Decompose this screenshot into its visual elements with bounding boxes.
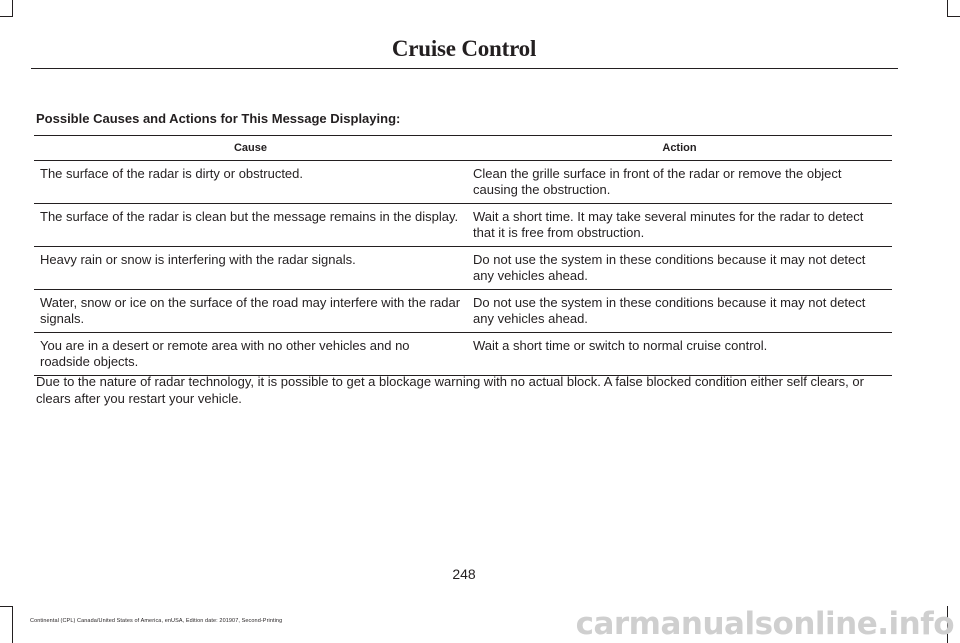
cause-cell: Water, snow or ice on the surface of the road may interfere with the radar signals. <box>34 290 467 333</box>
crop-mark-top-left-horizontal <box>0 16 13 17</box>
crop-mark-top-right-horizontal <box>947 16 960 17</box>
column-header-action: Action <box>467 136 892 161</box>
body-paragraph: Due to the nature of radar technology, it is possible to get a blockage warning with no actual block. A false blocked condition either self clears, or clears after you restart your vehicle. <box>36 374 864 406</box>
page-title: Cruise Control <box>391 36 537 61</box>
crop-mark-bottom-left-vertical <box>12 606 13 643</box>
section-heading: Possible Causes and Actions for This Message Displaying: <box>36 111 401 126</box>
cause-cell: Heavy rain or snow is interfering with the radar signals. <box>34 247 467 290</box>
cause-cell: The surface of the radar is dirty or obstructed. <box>34 161 467 204</box>
crop-mark-top-left-vertical <box>12 0 13 16</box>
causes-actions-table <box>34 135 892 376</box>
watermark-text: carmanualsonline.info <box>575 606 954 642</box>
action-cell: Clean the grille surface in front of the radar or remove the object causing the obstruction. <box>467 161 892 204</box>
action-cell: Wait a short time or switch to normal cruise control. <box>467 333 892 376</box>
action-cell: Do not use the system in these conditions because it may not detect any vehicles ahead. <box>467 247 892 290</box>
action-cell: Do not use the system in these conditions because it may not detect any vehicles ahead. <box>467 290 892 333</box>
action-cell: Wait a short time. It may take several minutes for the radar to detect that it is free from obstruction. <box>467 204 892 247</box>
table-row <box>34 333 892 376</box>
page-number: 248 <box>452 566 476 582</box>
crop-mark-bottom-left-horizontal <box>0 606 13 607</box>
table-row <box>34 161 892 204</box>
table-row <box>34 204 892 247</box>
edition-footer: Continental (CPL) Canada/United States of America, enUSA, Edition date: 201907, Second-Printing <box>30 618 283 624</box>
table-row <box>34 290 892 333</box>
crop-mark-top-right-vertical <box>947 0 948 16</box>
cause-cell: The surface of the radar is clean but the message remains in the display. <box>34 204 467 247</box>
table-header-row <box>34 136 892 161</box>
header-rule <box>31 68 898 69</box>
table-row <box>34 247 892 290</box>
cause-cell: You are in a desert or remote area with no other vehicles and no roadside objects. <box>34 333 467 376</box>
column-header-cause: Cause <box>34 136 467 161</box>
